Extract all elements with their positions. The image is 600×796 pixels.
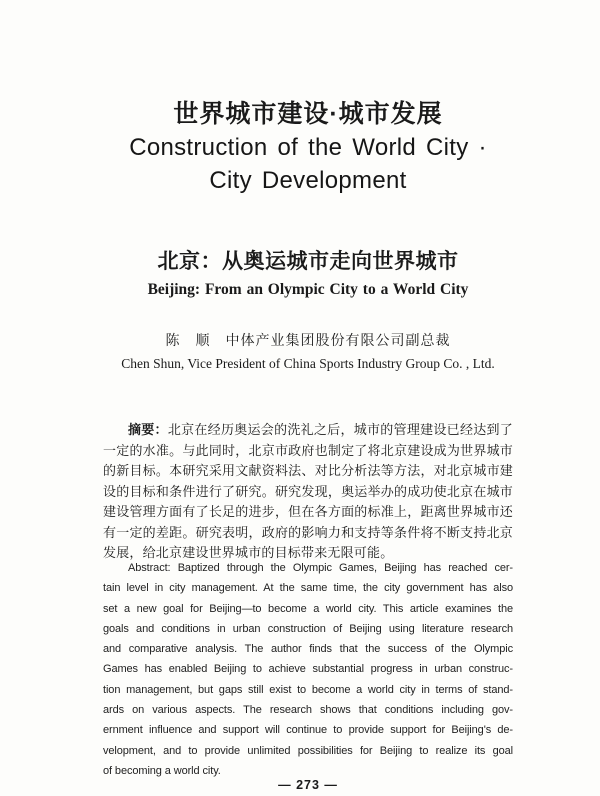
abstract-en-line: tain level in city management. At the same time, the city government has also [103,582,513,595]
abstract-en-line: ernment influence and support will continue to provide support for Beijing's de- [103,724,513,737]
section-title-en [103,131,513,197]
abstract-zh-line: 一定的水准。与此同时，北京市政府也制定了将北京建设成为世界城市 [103,442,513,458]
abstract-zh-line: 有一定的差距。研究表明，政府的影响力和支持等条件将不断支持北京 [103,524,513,540]
abstract-zh-first-line-text: 北京在经历奥运会的洗礼之后，城市的管理建设已经达到了 [167,422,513,437]
abstract-en-body [103,578,513,761]
abstract-en-line: Games has enabled Beijing to achieve substantial progress in urban construc- [103,663,513,676]
abstract-zh-line: 设的目标和条件进行了研究。研究发现，奥运举办的成功使北京在城市 [103,483,513,499]
abstract-en-label: Abstract: [128,562,171,574]
author-line-en: Chen Shun, Vice President of China Sports Industry Group Co. , Ltd. [121,356,495,371]
section-title-en-line: Construction of the World City · [129,134,487,161]
abstract-zh [103,420,513,564]
abstract-en-last-line: of becoming a world city. [103,764,221,777]
abstract-en-line: goals and conditions in urban construction of Beijing using literature research [103,622,513,635]
abstract-en-line: velopment, and to provide unlimited possibilities for Beijing to realize its goal [103,744,513,757]
section-title-en-line: City Development [209,167,407,194]
abstract-en [103,558,513,781]
abstract-zh-line: 的新目标。本研究采用文献资料法、对比分析法等方法，对北京城市建 [103,463,513,478]
abstract-zh-last-line: 发展，给北京建设世界城市的目标带来无限可能。 [103,545,394,560]
abstract-en-line: set a new goal for Beijing—to become a world city. This article examines the [103,602,513,615]
abstract-zh-label: 摘要： [128,422,168,437]
abstract-en-first-line-text: Baptized through the Olympic Games, Beijing has reached cer- [170,562,513,574]
abstract-en-line: ards on various aspects. The research shows that conditions including gov- [103,704,513,717]
abstract-zh-line: 建设管理方面有了长足的进步，但在各方面的标准上，距离世界城市还 [103,504,513,519]
abstract-en-line: tion management, but gaps still exist to become a world city in terms of stand- [103,683,513,696]
author-line-zh: 陈 顺 中体产业集团股份有限公司副总裁 [165,334,451,349]
abstract-zh-body [103,441,513,544]
article-title-en: Beijing: From an Olympic City to a World City [147,281,469,298]
article-title-zh: 北京：从奥运城市走向世界城市 [157,249,459,273]
abstract-en-first-line [103,558,513,578]
page-number: — 273 — [278,778,338,792]
abstract-en-line: and comparative analysis. The author finds that the success of the Olympic [103,643,513,656]
section-title-zh: 世界城市建设·城市发展 [173,100,443,128]
abstract-zh-first-line [103,420,513,441]
